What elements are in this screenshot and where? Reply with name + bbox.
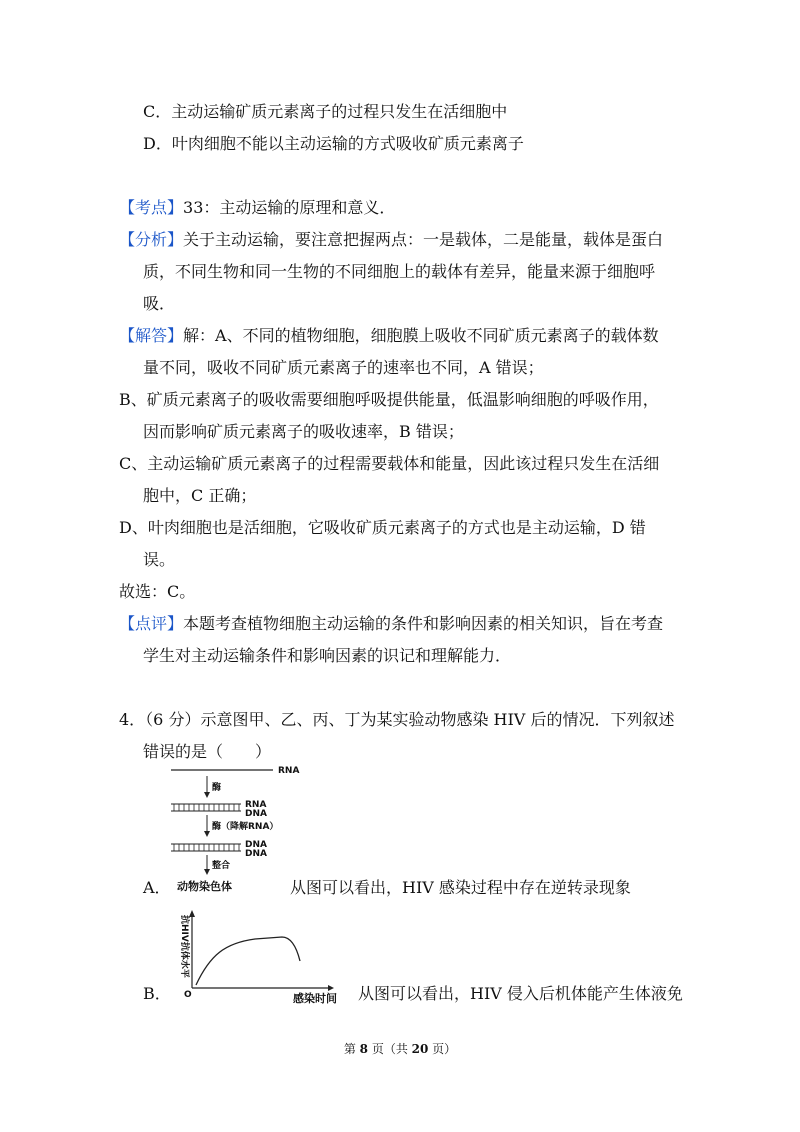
option-b-letter: B．: [143, 984, 171, 1003]
page-footer: 第 8 页（共 20 页）: [343, 1042, 457, 1056]
dianping-line-2: 学生对主动运输条件和影响因素的识记和理解能力．: [143, 646, 512, 665]
jieda-text-1: 解：A、不同的植物细胞，细胞膜上吸收不同矿质元素离子的载体数: [183, 326, 659, 345]
y-axis-label: 抗HIV抗体水平: [179, 915, 189, 978]
arrow-2-head: [204, 831, 210, 837]
fenxi-tag: 【分析】: [119, 230, 184, 249]
jieda-tag: 【解答】: [119, 326, 184, 345]
option-a-letter: A．: [143, 878, 171, 897]
jieda-line-6: 胞中，C 正确；: [143, 486, 257, 505]
jieda-line-3: B、矿质元素离子的吸收需要细胞呼吸提供能量，低温影响细胞的呼吸作用，: [119, 390, 659, 409]
kaodian-section: [119, 197, 395, 219]
jieda-line-5: C、主动运输矿质元素离子的过程需要载体和能量，因此该过程只发生在活细: [119, 454, 660, 473]
axis-origin: O: [184, 990, 192, 1000]
option-a-text: 从图可以看出，HIV 感染过程中存在逆转录现象: [290, 878, 631, 897]
fenxi-line-1: [119, 229, 663, 251]
label-dna-hybrid: DNA: [245, 809, 267, 819]
label-integrate: 整合: [212, 861, 231, 871]
fenxi-line-2: 质，不同生物和同一生物的不同细胞上的载体有差异，能量来源于细胞呼: [143, 262, 656, 281]
label-dna-bottom: DNA: [245, 849, 267, 859]
option-b-text: 从图可以看出，HIV 侵入后机体能产生体液免: [358, 984, 683, 1003]
label-enzyme-1: 酶: [212, 783, 222, 793]
rna-dna-hybrid: [174, 804, 239, 811]
label-rna-top: RNA: [278, 766, 300, 776]
arrow-1-head: [204, 792, 210, 798]
dianping-text-1: 本题考查植物细胞主动运输的条件和影响因素的相关知识，旨在考查: [183, 614, 664, 633]
option-d-prev: D．叶肉细胞不能以主动运输的方式吸收矿质元素离子: [143, 134, 524, 153]
kaodian-tag: 【考点】: [119, 198, 184, 217]
label-rna-hybrid: RNA: [245, 800, 267, 810]
jieda-line-8: 误。: [143, 550, 176, 569]
x-axis-label: 感染时间: [293, 992, 337, 1005]
dianping-line-1: [119, 613, 663, 635]
arrow-3-head: [204, 869, 210, 875]
jieda-line-7: D、叶肉细胞也是活细胞，它吸收矿质元素离子的方式也是主动运输，D 错: [119, 518, 646, 537]
antibody-curve: [196, 937, 300, 985]
label-chromosome: 动物染色体: [177, 880, 232, 893]
option-c-prev: C．主动运输矿质元素离子的过程只发生在活细胞中: [143, 102, 508, 121]
total-pages: 20: [411, 1042, 429, 1056]
dianping-tag: 【点评】: [119, 614, 184, 633]
jieda-line-1: [119, 325, 659, 347]
label-dna-top: DNA: [245, 840, 267, 850]
question-4-line-2: 错误的是（ ）: [143, 742, 272, 761]
jieda-line-4: 因而影响矿质元素离子的吸收速率，B 错误；: [143, 422, 464, 441]
fenxi-line-3: 吸．: [143, 294, 176, 313]
dna-double-strand: [174, 844, 239, 851]
current-page: 8: [359, 1042, 368, 1056]
label-enzyme-2: 酶（降解RNA）: [212, 822, 279, 832]
kaodian-text: 33：主动运输的原理和意义．: [183, 198, 396, 217]
fenxi-text-1: 关于主动运输，要注意把握两点：一是载体，二是能量，载体是蛋白: [183, 230, 664, 249]
question-4-line-1: 4．（6 分）示意图甲、乙、丙、丁为某实验动物感染 HIV 后的情况．下列叙述: [119, 710, 675, 729]
jieda-line-2: 量不同，吸收不同矿质元素离子的速率也不同，A 错误；: [143, 358, 544, 377]
jieda-line-9: 故选：C。: [119, 582, 196, 601]
